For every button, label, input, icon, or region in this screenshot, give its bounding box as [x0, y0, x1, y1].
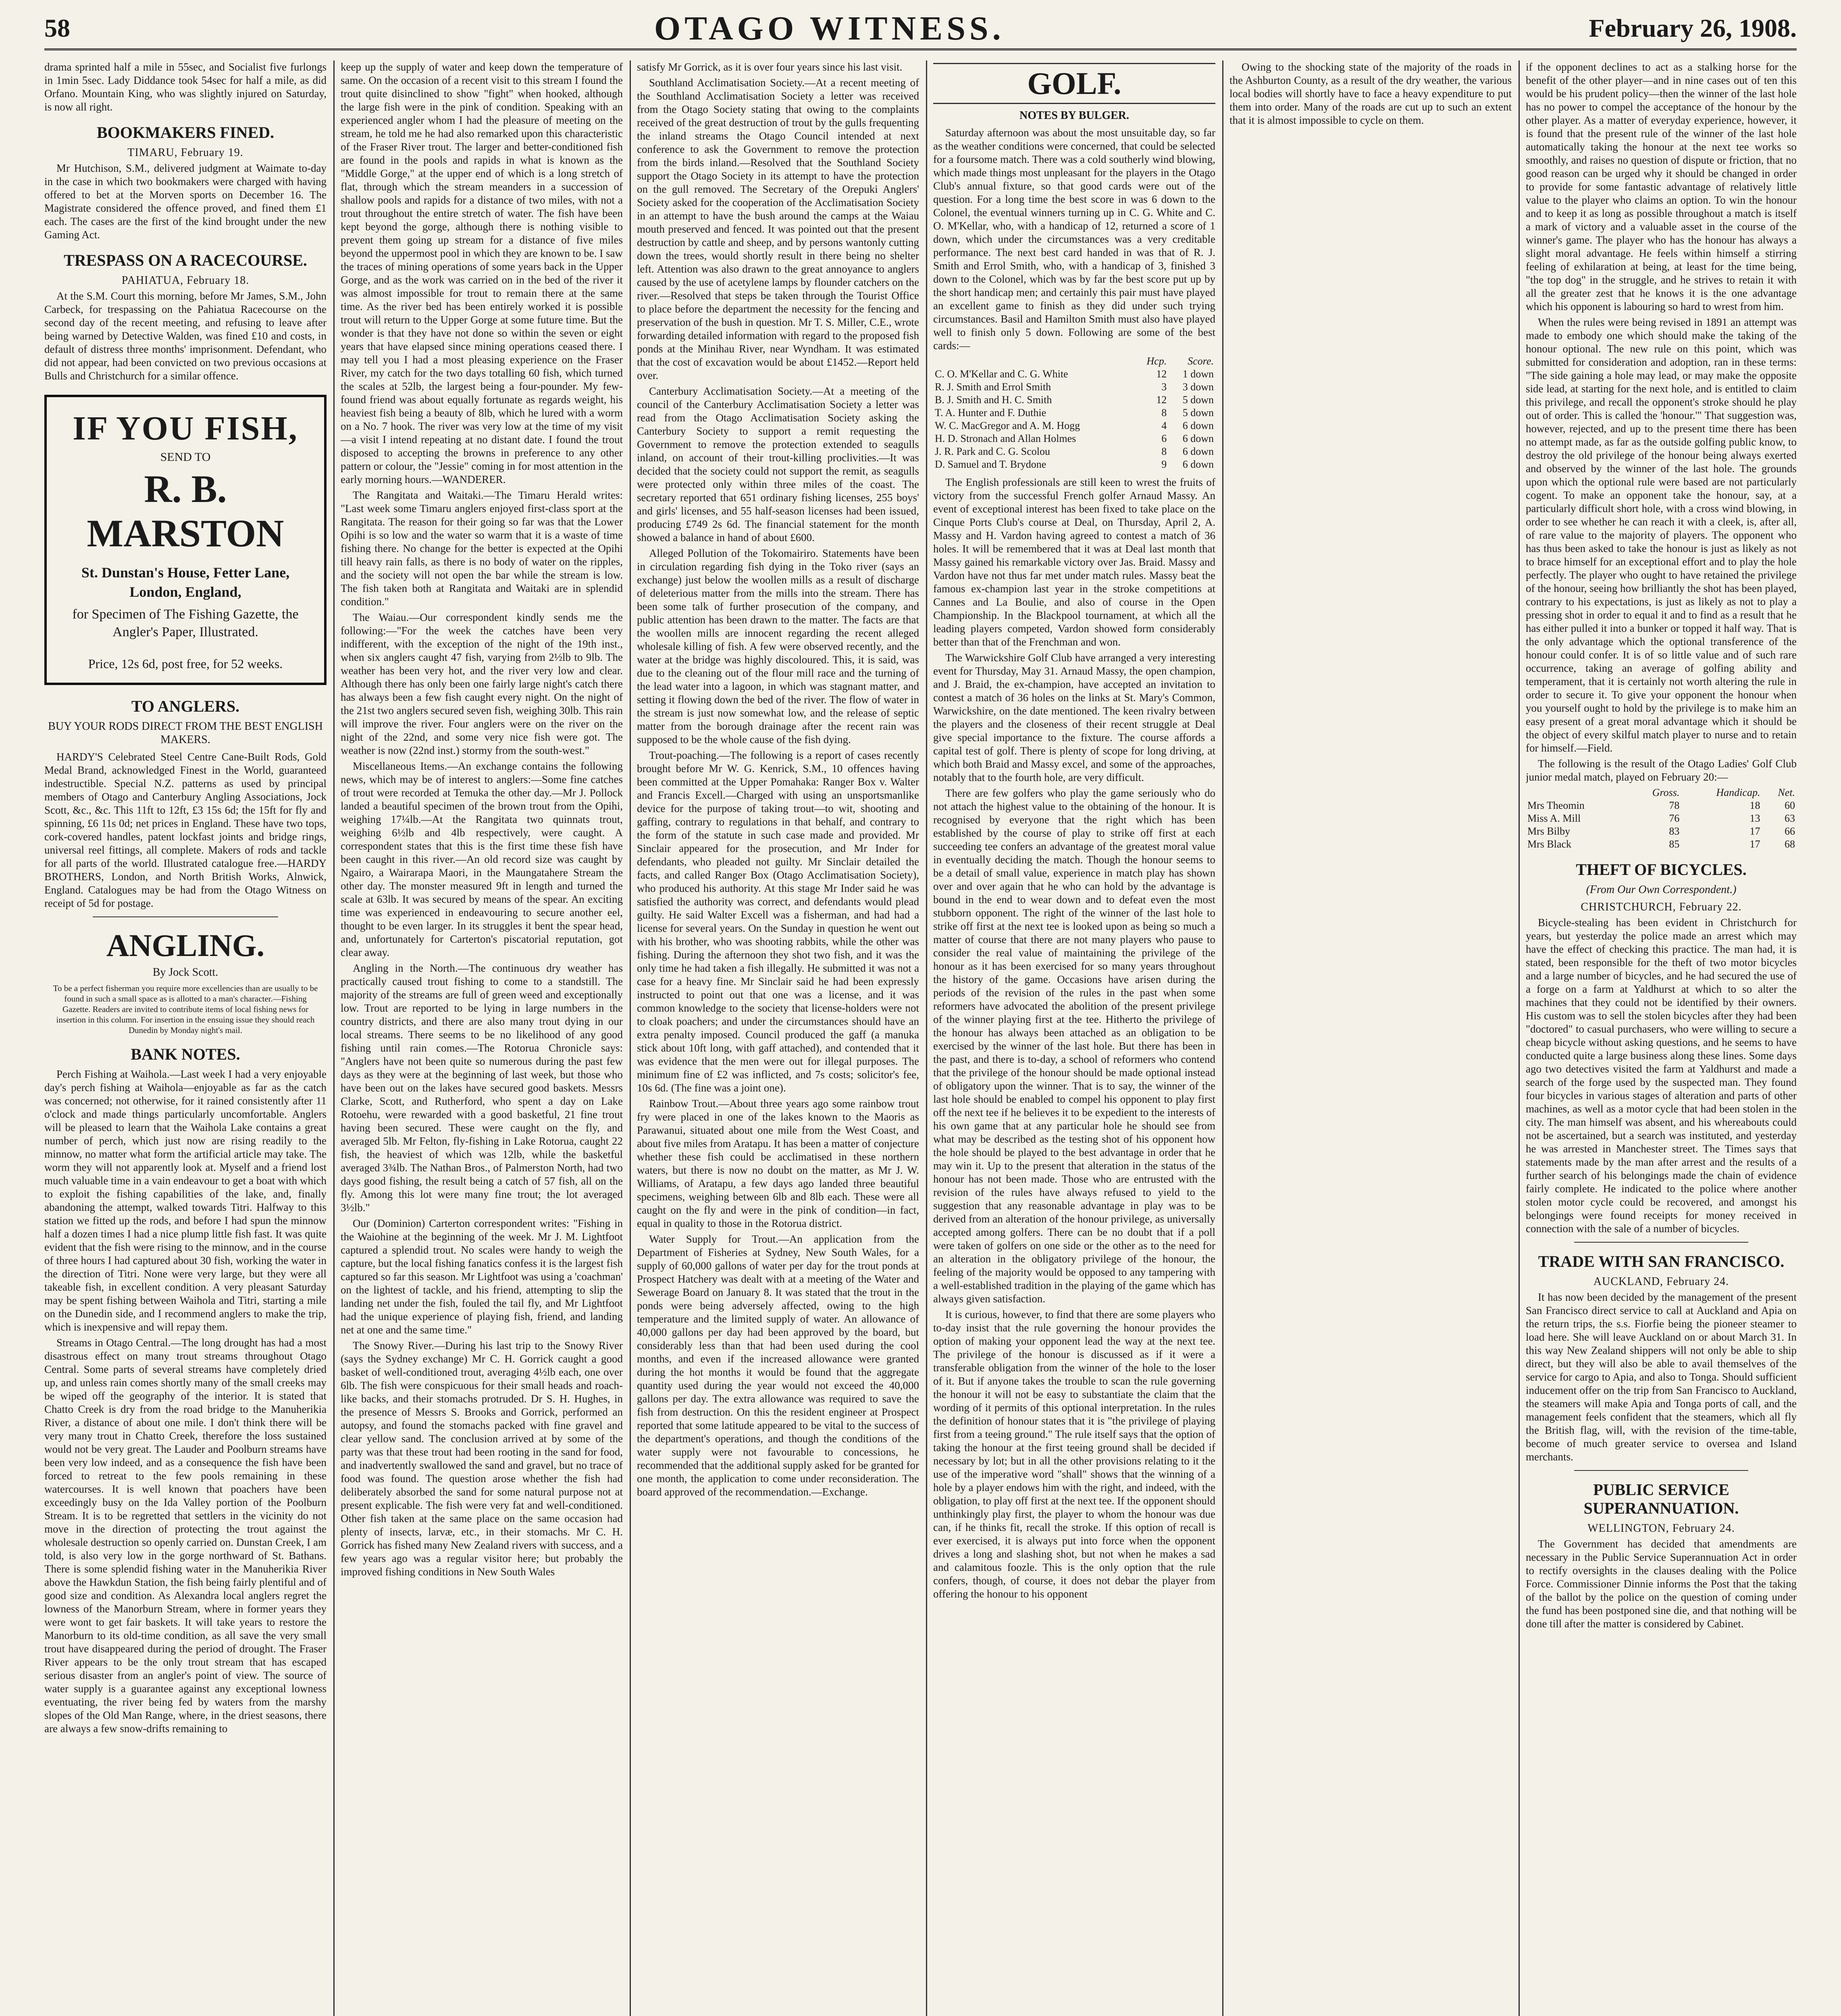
advert-headline: IF YOU FISH,: [73, 410, 298, 447]
marston-advertisement: [44, 395, 327, 685]
table-row: [933, 432, 1215, 445]
bookmakers-dateline: TIMARU, February 19.: [127, 146, 243, 159]
article-paragraph: Canterbury Acclimatisation Society.—At a meeting of the council of the Canterbury Acclimatisation Society a letter was read from the Otago Acclimatisation Society asking the Canterbury Society to support a remit requesting the Government to remove the protection extended to seagulls inland, on account of their trout-killing proclivities.—It was decided that the society could not support the remit, as seagulls were protected only within three miles of the coast. The secretary reported that 651 ordinary fishing licenses, 255 boys' and girls' licenses, and 55 half-season licenses had been issued, producing £749 2s 6d. The financial statement for the month showed a balance in hand of about £600.: [637, 385, 919, 544]
table-row: [933, 458, 1215, 471]
table-header-cell: Handicap.: [1716, 787, 1760, 798]
newspaper-title: OTAGO WITNESS.: [654, 9, 1005, 47]
article-paragraph: satisfy Mr Gorrick, as it is over four years since his last visit.: [637, 61, 903, 73]
column-5: [1229, 60, 1512, 2016]
table-cell: H. D. Stronach and Allan Holmes: [935, 433, 1076, 444]
table-row: [1526, 799, 1797, 812]
anglers-subheading: BUY YOUR RODS DIRECT FROM THE BEST ENGLISH MAKERS.: [48, 720, 323, 746]
bicycles-text: Bicycle-stealing has been evident in Christchurch for years, but yesterday the police made an arrest which may have the effect of checking this practice. The man had, it is stated, been responsible for the theft of two motor bicycles and a large number of bicycles, and he had secured the use of a forge on a farm at Yaldhurst at which to so alter the machines that they could not be identified by their owners. His custom was to sell the stolen bicycles after they had been "doctored" to casual purchasers, who were willing to secure a cheap bicycle without asking questions, and he seems to have conducted quite a large business along these lines. Some days ago two detectives visited the farm at Yaldhurst and made a search of the forge used by the suspected man. They found four bicycles in various stages of alteration and parts of other machines, as well as a motor cycle that had been stolen in the city. The man himself was absent, and his whereabouts could not be ascertained, but a search was instituted, and yesterday he was arrested in Manchester street. The Times says that statements made by the man after arrest and the results of a further search of his belongings made the chain of evidence fairly complete. He indicated to the police where another stolen motor cycle could be recovered, and amongst his belongings were found receipts for money received in connection with the sale of a number of bicycles.: [1526, 916, 1797, 1235]
column-1: [44, 60, 327, 2016]
bookmakers-text: Mr Hutchison, S.M., delivered judgment at Waimate to-day in the case in which two bookmakers were charged with having offered to bet at the Morven sports on December 16. The Magistrate considered the offence proved, and fined them £1 each. The cases are the first of the kind brought under the new Gaming Act.: [44, 162, 327, 241]
table-header-cell: [933, 355, 1136, 368]
bicycles-source: (From Our Own Correspondent.): [1586, 883, 1737, 896]
bank-notes-paragraph: Streams in Otago Central.—The long drought has had a most disastrous effect on many trout streams throughout Otago Central. Some parts of several streams have completely dried up, and unless rain comes shortly many of the small creeks may be wiped off the geography of the interior. It is stated that Chatto Creek is dry from the road bridge to the Manuherikia River, a distance of about one mile. I don't think there will be very many trout in Chatto Creek, therefore the loss sustained would not be very great. The Lauder and Poolburn streams have been very low indeed, and as a consequence the fish have been forced to retreat to the few pools remaining in these watercourses. It is well known that poachers have been exceedingly busy on the Ida Valley portion of the Poolburn Stream. It is to be regretted that settlers in the vicinity do not move in the direction of protecting the trout against the wholesale destruction so openly carried on. Dunstan Creek, I am told, is also very low in the gorge northward of St. Bathans. There is some splendid fishing water in the Manuherikia River above the Hawkdun Station, the fish being fairly plentiful and of good size and condition. As Alexandra local anglers regret the lowness of the Manorburn Stream, where in former years they were wont to get fair baskets. It will take years to restore the Manorburn to its old-time condition, as all save the very small trout have disappeared during the period of drought. The Fraser River appears to be the only trout stream that has escaped serious disaster from an angler's point of view. The source of water supply is a guarantee against any exceptional lowness eventuating, the river being fed by waters from the marshy slopes of the Old Man Range, where, in the driest seasons, there are always a few snow-drifts remaining to: [44, 1337, 327, 1735]
superannuation-text: The Government has decided that amendments are necessary in the Public Service Superannuation Act in order to rectify oversights in the clauses dealing with the Police Force. Commissioner Dinnie informs the Post that the taking of the ballot by the police on the question of coming under the fund has been postponed sine die, and that nothing will be done till after the matter is considered by Cabinet.: [1526, 1538, 1797, 1630]
column-rule: [630, 60, 631, 2016]
issue-date: February 26, 1908.: [1589, 14, 1797, 42]
table-header-cell: Net.: [1778, 787, 1795, 798]
golf-paragraph: The English professionals are still keen to wrest the fruits of victory from the successful French golfer Arnaud Massy. An event of exceptional interest has been fixed to take place on the Cinque Ports Club's course at Deal, on Thursday, April 2, A. Massy and H. Vardon having agreed to contest a match of 36 holes. It will be remembered that it was at Deal last month that Massy gained his remarkable victory over Jas. Braid. Massy and Vardon have not thus far met under match rules. Massy beat the famous ex-champion last year in the stroke competitions at Cannes and La Boulie, and also of course in the Open Championship. In the Blackpool tournament, at which all the leading players competed, Vardon showed form considerably better than that of the Frenchman and won.: [933, 476, 1215, 648]
divider: [93, 916, 278, 917]
table-cell: 17: [1749, 838, 1760, 850]
golf-heading: GOLF.: [1027, 66, 1121, 101]
article-paragraph: Southland Acclimatisation Society.—At a recent meeting of the Southland Acclimatisation Society a letter was received from the Otago Society stating that owing to the complaints received of the great destruction of trout by the gulls frequenting the inland streams the Otago Council intended at next conference to ask the Government to remove the protection from the birds inland.—Resolved that the Southland Society support the Otago Society in its attempt to have the protection on the gull removed. The Secretary of the Orepuki Anglers' Society asked for the cooperation of the Acclimatisation Society in an attempt to have the bush around the camps at the Waiau mouth preserved and fenced. It was pointed out that the present destruction by cattle and sheep, and by persons wantonly cutting down the trees, would shortly result in there being no shelter left. Attention was also drawn to the great annoyance to anglers caused by the use of acetylene lamps by flounder catchers on the river.—Resolved that steps be taken through the Tourist Office to place before the department the necessity for the fencing and preservation of the bush in question. Mr T. S. Miller, C.E., wrote forwarding detailed information with regard to the proposed fish ponds at the Minihau River, near Wyndham. It was estimated that the cost of excavation would be about £1452.—Report held over.: [637, 77, 919, 381]
column-rule: [1519, 60, 1520, 2016]
masthead: [44, 8, 1797, 50]
table-cell: 18: [1749, 800, 1760, 811]
table-cell: 9: [1161, 458, 1167, 470]
golf-paragraph: The following is the result of the Otago Ladies' Golf Club junior medal match, played on February 20:—: [1526, 758, 1797, 783]
table-cell: 66: [1785, 825, 1795, 837]
article-paragraph: Miscellaneous Items.—An exchange contains the following news, which may be of interest to anglers:—Some fine catches of trout were recorded at Temuka the other day.—Mr J. Pollock landed a beautiful specimen of the brown trout from the Opihi, weighing 17¼lb.—At the Rangitata two quinnats trout, weighing 6½lb and 4lb respectively, were caught. A correspondent states that this is the first time these fish have been caught in this river.—An old record size was caught by Ngairo, a Wairarapa Maori, in the Maungatahere Stream the other day. The monster measured 9ft in length and turned the scale at 63lb. It was secured by means of the spear. An exciting time was experienced in endeavouring to secure another eel, thought to be even larger. In its struggles it bent the spear head, and, unfortunately for Carterton's piscatorial reputation, got clear away.: [341, 760, 623, 958]
table-row: [1526, 838, 1797, 851]
table-cell: 1 down: [1182, 368, 1214, 380]
advert-offer: for Specimen of The Fishing Gazette, the Angler's Paper, Illustrated.: [72, 607, 299, 639]
table-cell: 60: [1785, 800, 1795, 811]
article-paragraph: Rainbow Trout.—About three years ago some rainbow trout fry were placed in one of the lakes known to the Maoris as Parawanui, situated about one mile from the West Coast, and about five miles from Aratapu. It has been a matter of conjecture whether these fish could be acclimatised in these northern waters, but there is now no doubt on the matter, as Mr J. W. Williams, of Aratapu, a few days ago landed three beautiful specimens, weighing between 6lb and 8lb each. These were all caught on the fly and were in the pink of condition—in fact, equal in quality to those in the Rotorua district.: [637, 1098, 919, 1229]
bookmakers-heading: BOOKMAKERS FINED.: [96, 123, 275, 142]
golf-paragraph: It is curious, however, to find that there are some players who to-day insist that the rule governing the honour provides the option of making your opponent lead the way at the next tee. The privilege of the honour is discussed as if it were a transferable obligation from the winner of the hole to the loser of it. But if anyone takes the trouble to scan the rule governing the honour it will not be easy to substantiate the claim that the wording of it permits of this optional interpretation. In the rules the definition of honour states that it is "the privilege of playing first from a teeing ground." The rule itself says that the option of taking the honour at the first teeing ground shall be decided if necessary by lot; but in all the other provisions relating to it the use of the imperative word "shall" shows that the winning of a hole by a player endows him with the right, and indeed, with the obligation, to play off first at the next tee. If the opponent should unthinkingly play first, the player to whom the honour was due can, if he thinks fit, recall the stroke. If this option of recall is ever exercised, it is always put into force when the opponent drives a long and slashing shot, but not when he makes a sad and calamitous foozle. This is the only option that the rule confers, though, of course, it does not debar the player from offering the honour to his opponent: [933, 1308, 1215, 1600]
angling-note: To be a perfect fisherman you require more excellencies than are usually to be found in such a small space as is allotted to a man's character.—Fishing Gazette. Readers are invited to contribute items of local fishing news for insertion in this column. For insertion in the ensuing issue they should reach Dunedin by Monday night's mail.: [53, 983, 318, 1035]
table-cell: Mrs Bilby: [1527, 825, 1571, 837]
advert-price: Price, 12s 6d, post free, for 52 weeks.: [88, 656, 283, 671]
article-paragraph: The Snowy River.—During his last trip to the Snowy River (says the Sydney exchange) Mr C. H. Gorrick caught a good basket of well-conditioned trout, averaging 4½lb each, one over 6lb. The fish were conspicuous for their small heads and roach-like backs, and their stomachs protruded. Dr S. H. Hughes, in the presence of Messrs S. Brooks and Gorrick, performed an autopsy, and found the stomachs packed with fine gravel and clear yellow sand. The conclusion arrived at by some of the party was that these trout had been rooting in the sand for food, and inadvertently swallowed the sand and gravel, but no trace of food was found. The question arose whether the fish had deliberately absorbed the sand for some natural purpose not at present explicable. The fish were very fat and well-conditioned. Other fish taken at the same place on the same occasion had plenty of insects, larvæ, etc., in their stomachs. Mr C. H. Gorrick has fished many New Zealand rivers with success, and a few years ago was a regular visitor here; but probably the improved fishing conditions in New South Wales: [341, 1339, 623, 1578]
golf-subheading: NOTES BY BULGER.: [1019, 109, 1130, 122]
table-cell: 6 down: [1182, 433, 1214, 444]
roads-paragraph: Owing to the shocking state of the majority of the roads in the Ashburton County, as a result of the dry weather, the various local bodies will shortly have to face a heavy expenditure to put them into order. Many of the roads are cut up to such an extent that it is almost impossible to cycle on them.: [1229, 61, 1512, 126]
table-header-cell: Hcp.: [1146, 355, 1167, 367]
table-cell: Mrs Black: [1527, 838, 1572, 850]
table-row: [933, 394, 1215, 406]
table-cell: 5 down: [1182, 394, 1214, 406]
table-header-row: [933, 355, 1215, 368]
table-cell: 6 down: [1182, 458, 1214, 470]
column-rule: [926, 60, 927, 2016]
superannuation-dateline: WELLINGTON, February 24.: [1587, 1522, 1735, 1535]
table-cell: B. J. Smith and H. C. Smith: [935, 394, 1052, 406]
bicycles-dateline: CHRISTCHURCH, February 22.: [1581, 901, 1742, 913]
golf-paragraph: if the opponent declines to act as a stalking horse for the benefit of the other player—and in nine cases out of ten this would be his prudent policy—then the winner of the last hole has no power to compel the acceptance of the honour by the other player. As a matter of everyday experience, however, it is found that the present rule of the winner of the last hole automatically taking the honour at the next tee works so smoothly, and raises no question of dispute or friction, that no good reason can be urged why it should be changed in order to provide for some fantastic advantage of relatively little value to the player who claims an option. To win the honour and to keep it as long as possible throughout a match is itself a mark of victory and a valuable asset in the course of the winner's game. The player who has the honour has always a slight moral advantage. He feels within himself a stirring feeling of exhilaration at being, at least for the time being, "the top dog" in the struggle, and he strives to retain it with all the greater zest that he knows it is the one advantage which his opponent is labouring so hard to wrest from him.: [1526, 61, 1797, 312]
superannuation-heading: PUBLIC SERVICE SUPERANNUATION.: [1583, 1481, 1739, 1517]
table-cell: 17: [1749, 825, 1760, 837]
table-cell: 12: [1156, 368, 1167, 380]
bank-notes-heading: BANK NOTES.: [131, 1045, 240, 1063]
table-cell: 6: [1161, 433, 1167, 444]
table-cell: W. C. MacGregor and A. M. Hogg: [935, 420, 1080, 431]
table-cell: 68: [1785, 838, 1795, 850]
table-cell: 12: [1156, 394, 1167, 406]
table-row: [933, 419, 1215, 432]
trespass-text: At the S.M. Court this morning, before Mr James, S.M., John Carbeck, for trespassing on the Pahiatua Racecourse on the second day of the recent meeting, and refusing to leave after being warned by Detective Walden, was fined £10 and costs, in default of distress three months' imprisonment. Defendant, who did not appear, had been convicted on two previous occasions at Bulls and Christchurch for a similar offence.: [44, 290, 327, 382]
table-cell: 8: [1161, 407, 1167, 419]
trespass-heading: TRESPASS ON A RACECOURSE.: [64, 251, 307, 269]
table-cell: 85: [1669, 838, 1680, 850]
golf-paragraph: Saturday afternoon was about the most unsuitable day, so far as the weather conditions were concerned, that could be selected for a foursome match. There was a cold southerly wind blowing, which made things most unpleasant for the players in the Otago Club's annual fixture, so that good cards were out of the question. For a long time the best score in was 6 down to the Colonel, the eventual winners turning up in C. G. White and C. O. M'Kellar, who, with a handicap of 12, returned a score of 1 down, which under the circumstances was a very creditable performance. The next best card handed in was that of R. J. Smith and Errol Smith, who, with a handicap of 3, finished 3 down to the Colonel, which was by far the best score put up by the short handicap men; and certainly this pair must have played an excellent game to finish as they did under such trying circumstances. Basil and Hamilton Smith must also have played well to finish only 5 down. Following are some of the best cards:—: [933, 127, 1215, 352]
article-paragraph: keep up the supply of water and keep down the temperature of same. On the occasion of a recent visit to this stream I found the trout quite disinclined to show "fight" when hooked, although the large fish were in the pink of condition. Speaking with an experienced angler whom I had the pleasure of meeting on the stream, he told me he had also remarked upon this characteristic of the Fraser River trout. The larger and better-conditioned fish are found in the pools and rapids in what is known as the "Middle Gorge," at the upper end of which is a long stretch of flat, through which the stream meanders in a succession of shallow pools and rapids for a distance of two miles, with not a trout throughout the entire stretch of water. The fish have been kept beyond the gorge, although there is nothing visible to prevent them going up stream for a distance of five miles beyond the uppermost pool in which they are known to be. I saw the traces of mining operations of some years back in the Upper Gorge, and as the work was carried on in the bed of the river it was almost impossible for trout to remain there at the same time. As the river bed has been entirely worked it is possible trout will return to the Upper Gorge at some future time. But the wonder is that they have not done so within the seven or eight years that have elapsed since mining operations ceased there. I may tell you I had a most pleasing experience on the Fraser River, my catch for the two days totalling 60 fish, which turned the scales at 52lb, the largest being a four-pounder. My few-found friend was about equally fortunate as regards weight, his heaviest fish being a beauty of 8lb, which he lured with a worm on a No. 7 hook. The river was very low at the time of my visit—a visit I intend repeating at no distant date. I found the trout disposed to accepting the browns in preference to any other pattern or colour, the "Jessie" coming in for most attention in the early morning hours.—WANDERER.: [341, 61, 623, 485]
table-row: [933, 368, 1215, 381]
trespass-dateline: PAHIATUA, February 18.: [121, 274, 250, 287]
bicycles-heading: THEFT OF BICYCLES.: [1576, 860, 1747, 879]
table-cell: Mrs Theomin: [1527, 800, 1585, 811]
table-cell: 6 down: [1182, 420, 1214, 431]
table-row: [933, 406, 1215, 419]
angling-heading: ANGLING.: [106, 928, 265, 963]
advert-address: St. Dunstan's House, Fetter Lane, London, England,: [81, 564, 290, 600]
table-cell: 4: [1161, 420, 1167, 431]
table-cell: R. J. Smith and Errol Smith: [935, 381, 1051, 393]
table-row: [933, 445, 1215, 458]
angling-byline: By Jock Scott.: [152, 966, 218, 979]
column-4: [933, 60, 1215, 2016]
table-row: [1526, 812, 1797, 825]
page-number: 58: [44, 14, 70, 42]
table-cell: J. R. Park and C. G. Scolou: [935, 446, 1050, 457]
advert-name: R. B. MARSTON: [87, 467, 284, 555]
article-paragraph: The Rangitata and Waitaki.—The Timaru Herald writes: "Last week some Timaru anglers enjoyed first-class sport at the Rangitata. The reason for their going so far was that the Lower Opihi is so low and the water so warm that it is a waste of time fishing there. No change for the better is expected at the Opihi till heavy rain falls, as there is no body of water on the ripples, and the society will not open the bar while the stream is low. The fish taken both at Rangitata and Waitaki are in splendid condition.": [341, 489, 623, 608]
table-cell: 6 down: [1182, 446, 1214, 457]
article-paragraph: Angling in the North.—The continuous dry weather has practically caused trout fishing to come to a standstill. The majority of the streams are full of green weed and exceptionally low. Trout are reported to be lying in large numbers in the country districts, and there are also many trout dying in our local streams. There seems to be no likelihood of any good fishing until rain comes.—The Rotorua Chronicle says: "Anglers have not been quite so numerous during the past few days as they were at the beginning of last week, but those who have been out on the lakes have secured good baskets. Messrs Clarke, Scott, and Rutherford, who spent a day on Lake Rotoehu, were rewarded with a good basketful, 21 fine trout having been secured. These were caught on the fly, and averaged 5lb. Mr Felton, fly-fishing in Lake Rotorua, caught 22 fish, the heaviest of which was 12lb, while the basketful averaged 3¾lb. The Nathan Bros., of Palmerston North, had two days good fishing, the result being a catch of 57 fish, all on the fly. Among this lot were many fine trout; the lot averaged 3½lb.": [341, 962, 623, 1214]
divider: [1574, 1470, 1748, 1471]
bank-notes-paragraph: Perch Fishing at Waihola.—Last week I had a very enjoyable day's perch fishing at Waihola—enjoyable as far as the catch was concerned; not otherwise, for it rained consistently after 11 o'clock and made things particularly uncomfortable. Anglers will be pleased to learn that the Waihola Lake contains a great number of perch, which just now are rising readily to the minnow, no matter what form the artificial article may take. The worm they will not apparently look at. Myself and a friend lost much valuable time in a vain endeavour to get a boat with which to exploit the fishing capabilities of the lake, and, finally abandoning the attempt, walked towards Titri. Halfway to this station we fitted up the rods, and before I had spun the minnow half a dozen times I had a nice plump little fish fast. It was quite evident that the fish were rising to the minnow, and in the course of three hours I had captured about 30 fish, working the water in the direction of Titri. None were very large, but they were all takeable fish, in excellent condition. A very pleasant Saturday may be spent fishing between Waihola and Titri, starting a mile on the Dunedin side, and I recommend anglers to make the trip, which is inexpensive and will repay them.: [44, 1068, 327, 1333]
table-cell: 3: [1161, 381, 1167, 393]
column-rule: [1222, 60, 1223, 2016]
trade-heading: TRADE WITH SAN FRANCISCO.: [1538, 1252, 1785, 1270]
table-header-cell: [1526, 786, 1629, 799]
trade-dateline: AUCKLAND, February 24.: [1593, 1275, 1729, 1288]
table-cell: 63: [1785, 812, 1795, 824]
table-cell: C. O. M'Kellar and C. G. White: [935, 368, 1068, 380]
column-3: [637, 60, 919, 2016]
ladies-results-table: [1526, 786, 1797, 851]
divider: [1574, 1242, 1748, 1243]
table-cell: Miss A. Mill: [1527, 812, 1581, 824]
table-row: [933, 381, 1215, 394]
column-6: [1526, 60, 1797, 2016]
table-cell: 13: [1749, 812, 1760, 824]
table-cell: 78: [1669, 800, 1680, 811]
table-cell: 8: [1161, 446, 1167, 457]
column-rule: [333, 60, 335, 2016]
hardy-advert-text: HARDY'S Celebrated Steel Centre Cane-Built Rods, Gold Medal Brand, acknowledged Finest in the World, guaranteed indestructible. Special N.Z. patterns as used by principal members of Otago and Canterbury Angling Associations, Jock Scott, &c., &c. This 11ft to 12ft, £3 15s 6d; the 15ft for fly and spinning, £6 11s 0d; net prices in England. These have two tops, cork-covered handles, patent lockfast joints and bridge rings, universal reel fittings, all complete. Makers of rods and tackle for all parts of the world. Illustrated catalogue free.—HARDY BROTHERS, London, and North British Works, Alnwick, England. Catalogues may be had from the Otago Witness on receipt of 5d for postage.: [44, 751, 327, 909]
column-2: [341, 60, 623, 2016]
golf-paragraph: There are few golfers who play the game seriously who do not attach the highest value to the obtaining of the honour. It is recognised by everyone that the right which has been established by the course of play to strike off first at each succeeding tee confers an advantage of the greatest moral value in eventually deciding the match. Though the honour seems to be a detail of small value, experience in match play has shown over and over again that he who can hold by the advantage is bound in the end to wear down and to defeat even the most stubborn opponent. The right of the winner of the last hole to strike off first at the next tee is looked upon as being so much a matter of course that there are not many players who pause to consider the real value of maintaining the privilege of the honour as it has been exercised for so many years throughout the history of the game. Occasions have arisen during the periods of the revision of the rules in the past when some reformers have advocated the abolition of the present privilege of the winner playing first at the tee. Hitherto the privilege of the honour has always been attached as an obligation to be exercised by the winner of the last hole. But there has been in the past, and there is to-day, a school of reformers who contend that the privilege of the honour should be made optional instead of obligatory upon the winner. That is to say, the winner of the last hole should be enabled to compel his opponent to play first off the next tee if he believes it to be expedient to the interests of his own game that at any particular hole he should see from what may be described as the testing shot of his opponent how the hole should be played to the best advantage in order that he may win it. Up to the present that alteration in the status of the honour has not been made. Those who are entrusted with the revision of the rules have always refused to yield to the suggestion that any reasonable advantage in play was to be derived from an alteration of the honour privilege, as universally accepted among golfers. There can be no doubt that if a poll were taken of golfers on one side or the other as to the need for an alteration in the obligatory privilege of the honour, the feeling of the majority would be opposed to any tampering with a well-established tradition in the playing of the game which has always given satisfaction.: [933, 787, 1215, 1305]
table-header-cell: Gross.: [1652, 787, 1680, 798]
table-cell: 76: [1669, 812, 1680, 824]
golf-paragraph: When the rules were being revised in 1891 an attempt was made to embody one which should make the taking of the honour optional. The new rule on this point, which was submitted for consideration and adoption, ran in these terms: "The side gaining a hole may lead, or may make the opposite side lead, at starting for the next hole, and is entitled to claim this privilege, and recall the opponent's stroke should he play out of order. This is called the 'honour.'" That suggestion was, however, rejected, and up to the present time there has been no attempt made, as far as the outside golfing public know, to destroy the old privilege of the honour being always exerted and observed by the winner of the last hole. The grounds upon which the optional rule were based are not particularly cogent. To make an opponent take the honour, say, at a particularly difficult short hole, with a cross wind blowing, in order to see whether he can reach it with a cleek, is, after all, of rare value to the majority of players. The opponent who has thus been asked to take the honour is just as likely as not to brace himself for an exceptional effort and to play the hole perfectly. The player who ought to have retained the privilege of the honour, seeing how brilliantly the shot has been played, contrary to his expectations, is just as likely as not to play a pressing shot in order to equal it and to find as a result that he has either pulled it into a bunker or topped it half way. That is the only advantage which the optional transference of the honour could confer. It is of so little value and of such rare occurrence, taking an average of golfing ability and temperament, that it is certainly not worth altering the rule in order to secure it. To give your opponent the honour when you yourself ought to hold by the privilege is to make him an easy present of a great moral advantage which it should be the object of every skilful match player to nurse and to retain for himself.—Field.: [1526, 316, 1797, 754]
table-row: [1526, 825, 1797, 838]
golf-heading-box: [933, 63, 1215, 104]
article-paragraph: Trout-poaching.—The following is a report of cases recently brought before Mr W. G. Kenrick, S.M., 10 offences having been committed at the Upper Pomahaka: Ranger Box v. Walter and Francis Excell.—Charged with using an unsportsmanlike device for the purpose of taking trout—to wit, shooting and gaffing, contrary to regulations in that behalf, and contrary to the form of the statute in such case made and provided. Mr Sinclair appeared for the prosecution, and Mr Inder for defendants, who pleaded not guilty. Mr Sinclair detailed the facts, and called Ranger Box (Otago Acclimatisation Society), who produced his authority. At this stage Mr Inder said he was satisfied the authority was correct, and defendants would plead guilty. He said Walter Excell was a fisherman, and had had a license for several years. On the Sunday in question he went out with his brother, who was shooting rabbits, while the other was fishing. During the afternoon they shot two fish, and it was the only time he had taken a fish illegally. He submitted it was not a case for a heavy fine. Mr Sinclair said he had been expressly instructed to point out that one was a license, and it was common knowledge to the society that license-holders were not to cloak poachers; and under the circumstances should have an extra penalty imposed. Council produced the gaff (a manuka stick about 10ft long, with gaff attached), and contended that it was evidence that the men were out for illegal purposes. The minimum fine of £2 was inflicted, and 7s costs; solicitor's fee, 10s 6d. (The fine was a joint one).: [637, 749, 919, 1094]
table-cell: 83: [1669, 825, 1680, 837]
article-paragraph: The Waiau.—Our correspondent kindly sends me the following:—"For the week the catches have been very indifferent, with the exception of the night of the 19th inst., when six anglers caught 47 fish, varying from 2½lb to 9lb. The weather has been very hot, and the river very low and clear. Although there has only been one fairly large night's catch there has always been a few fish caught every night. On the night of the 21st two anglers secured seven fish, weighing 30lb. This rain will improve the river. Four anglers were on the river on the night of the 22nd, and some very nice fish were got. The weather is now (22nd inst.) stormy from the south-west.": [341, 611, 623, 756]
advert-send-to: SEND TO: [160, 450, 211, 464]
golf-scores-table: [933, 355, 1215, 471]
trade-text: It has now been decided by the management of the present San Francisco direct service to call at Auckland and Apia on the return trips, the s.s. Fiorfie being the pioneer steamer to load here. She will leave Auckland on or about March 31. In this way New Zealand shippers will not only be able to ship direct, but they will also be able to avail themselves of the service for cargo to Apia, and also to Tonga. Should sufficient inducement offer on the trip from San Francisco to Auckland, the steamers will make Apia and Tonga ports of call, and the management feels confident that the steamers, which all fly the British flag, will, with the revision of the time-table, become of much greater service to oversea and Island merchants.: [1526, 1291, 1797, 1463]
table-cell: 3 down: [1182, 381, 1214, 393]
article-paragraph: Water Supply for Trout.—An application from the Department of Fisheries at Sydney, New South Wales, for a supply of 60,000 gallons of water per day for the trout ponds at Prospect Hatchery was dealt with at a meeting of the Water and Sewerage Board on January 8. It was stated that the trout in the ponds were being adversely affected, owing to the high temperature and the limited supply of water. An allowance of 40,000 gallons per day had been approved by the board, but considerably less than that had been used during the cool months, and even if the increased allowance were granted during the hot months it would be found that the aggregate quantity used during the year would not exceed the 40,000 gallons per day. The extra allowance was required to save the fish from destruction. On this the resident engineer at Prospect reported that some latitude appeared to be vital to the success of the department's operations, and though the conditions of the water supply were not favourable to concessions, he recommended that the additional supply asked for be granted for one month, the application to come under reconsideration. The board approved of the recommendation.—Exchange.: [637, 1233, 919, 1498]
article-paragraph: Alleged Pollution of the Tokomairiro. Statements have been in circulation regarding fish dying in the Toko river (says an exchange) just below the woollen mills as a result of discharge of deleterious matter from the mills into the stream. There has been some talk of further prosecution of the company, and public attention has been drawn to the matter. The facts are that the woollen mills are innocent regarding the recent alleged wholesale killing of fish. A few were observed recently, and the water at the bridge was highly discoloured. This, it is said, was due to the cleaning out of the flour mill race and the turning of the lead water into a lagoon, in which was stagnant matter, and setting it flowing down the bed of the river. The flow of water in the stream is just now somewhat low, and the release of septic matter from the borough drainage after the recent rain was supposed to be the whole cause of the fish dying.: [637, 547, 919, 746]
table-cell: D. Samuel and T. Brydone: [935, 458, 1046, 470]
golf-paragraph: The Warwickshire Golf Club have arranged a very interesting event for Thursday, May 31. Arnaud Massy, the open champion, and J. Braid, the ex-champion, have accepted an invitation to contest a match of 36 holes on the links at St. Mary's Common, Warwickshire, on the date mentioned. The keen rivalry between the players and the closeness of their recent struggle at Deal give special importance to the fixture. The course affords a capital test of golf. There is plenty of scope for long driving, at which both Braid and Massy excel, and some of the approaches, notably that to the fourth hole, are very difficult.: [933, 652, 1215, 783]
racing-paragraph: drama sprinted half a mile in 55sec, and Socialist five furlongs in 1min 5sec. Lady Diddance took 54sec for half a mile, as did Orfano. Mountain King, who was slightly injured on Saturday, is now all right.: [44, 61, 327, 113]
article-paragraph: Our (Dominion) Carterton correspondent writes: "Fishing in the Waiohine at the beginning of the week. Mr J. M. Lightfoot captured a splendid trout. No scales were handy to weigh the capture, but the local fishing fanatics confess it is the largest fish captured so far this season. Mr Lightfoot was using a 'coachman' on the lightest of tackle, and his friend, attempting to slip the landing net under the fish, fouled the tail fly, and Mr Lightfoot had the unique experience of playing fish, friend, and landing net at one and the same time.": [341, 1217, 623, 1336]
table-cell: 5 down: [1182, 407, 1214, 419]
table-header-row: [1526, 786, 1797, 799]
table-cell: T. A. Hunter and F. Duthie: [935, 407, 1046, 419]
anglers-heading: TO ANGLERS.: [131, 697, 240, 715]
table-header-cell: Score.: [1188, 355, 1214, 367]
